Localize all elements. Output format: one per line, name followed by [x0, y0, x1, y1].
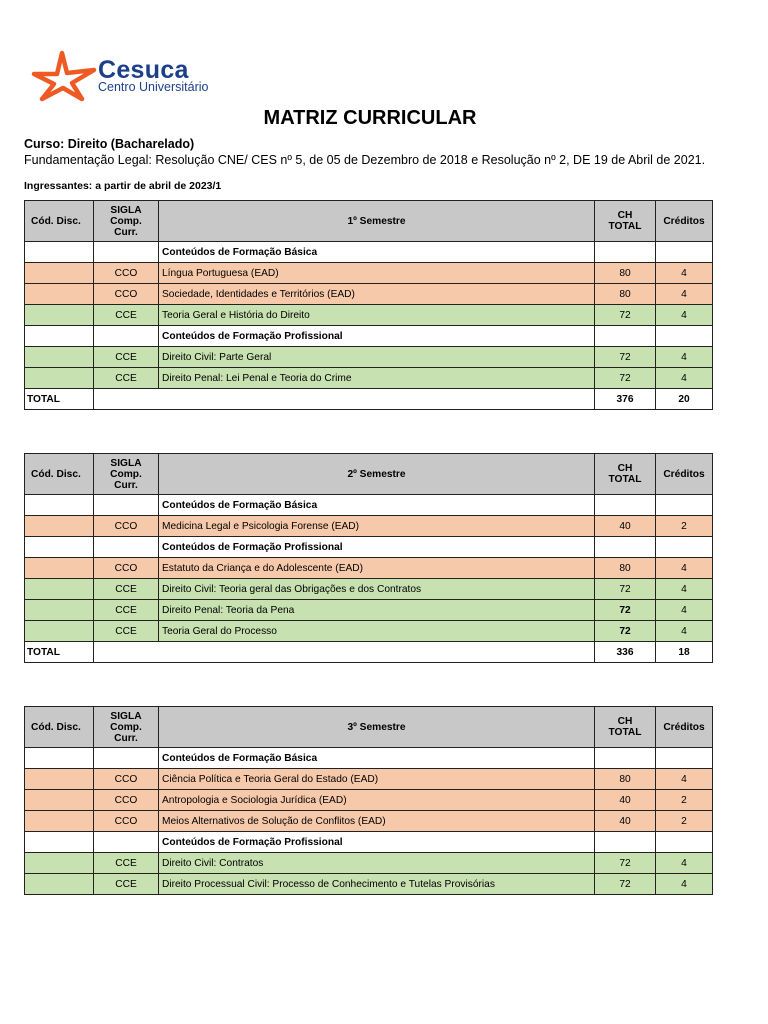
section-title: Conteúdos de Formação Profissional	[159, 537, 595, 558]
ch-total-cell: 72	[595, 600, 656, 621]
course-row	[25, 579, 713, 600]
section-title: Conteúdos de Formação Básica	[159, 242, 595, 263]
creditos-cell: 2	[656, 516, 713, 537]
section-row	[25, 537, 713, 558]
col-cod-disc: Cód. Disc.	[25, 454, 94, 495]
logo-subtitle: Centro Universitário	[98, 80, 209, 94]
discipline-name: Teoria Geral e História do Direito	[159, 305, 595, 326]
sigla-cell: CCE	[94, 305, 159, 326]
col-creditos: Créditos	[656, 454, 713, 495]
discipline-name: Ciência Política e Teoria Geral do Estado (EAD)	[159, 769, 595, 790]
cod-disc-cell	[25, 621, 94, 642]
course-row	[25, 621, 713, 642]
semester-title: 3º Semestre	[159, 707, 595, 748]
cod-disc-cell	[25, 368, 94, 389]
col-ch-total: CH TOTAL	[595, 201, 656, 242]
creditos-cell: 4	[656, 874, 713, 895]
total-label: TOTAL	[25, 642, 94, 663]
cesuca-logo	[30, 50, 230, 102]
creditos-cell: 4	[656, 305, 713, 326]
semester-2-table	[24, 453, 713, 663]
cod-disc-cell	[25, 579, 94, 600]
section-title: Conteúdos de Formação Básica	[159, 495, 595, 516]
ch-total-cell: 80	[595, 558, 656, 579]
sigla-cell: CCO	[94, 516, 159, 537]
sigla-cell: CCE	[94, 368, 159, 389]
cod-disc-cell	[25, 558, 94, 579]
ch-total-cell: 72	[595, 347, 656, 368]
cod-disc-cell	[25, 600, 94, 621]
col-cod-disc: Cód. Disc.	[25, 707, 94, 748]
creditos-cell: 4	[656, 600, 713, 621]
discipline-name: Estatuto da Criança e do Adolescente (EAD)	[159, 558, 595, 579]
ch-total-cell: 80	[595, 263, 656, 284]
sigla-cell: CCO	[94, 284, 159, 305]
ch-total-cell: 80	[595, 284, 656, 305]
discipline-name: Sociedade, Identidades e Territórios (EAD)	[159, 284, 595, 305]
sigla-cell: CCE	[94, 600, 159, 621]
col-sigla: SIGLA Comp. Curr.	[94, 707, 159, 748]
creditos-cell: 4	[656, 853, 713, 874]
creditos-cell: 2	[656, 811, 713, 832]
col-cod-disc: Cód. Disc.	[25, 201, 94, 242]
ch-total-cell: 40	[595, 811, 656, 832]
cod-disc-cell	[25, 284, 94, 305]
sigla-cell: CCE	[94, 579, 159, 600]
discipline-name: Direito Penal: Lei Penal e Teoria do Crime	[159, 368, 595, 389]
col-ch-total: CH TOTAL	[595, 707, 656, 748]
total-creditos: 18	[656, 642, 713, 663]
sigla-cell: CCO	[94, 769, 159, 790]
creditos-cell: 4	[656, 368, 713, 389]
cod-disc-cell	[25, 347, 94, 368]
page-title: MATRIZ CURRICULAR	[263, 107, 477, 129]
course-row	[25, 600, 713, 621]
discipline-name: Antropologia e Sociologia Jurídica (EAD)	[159, 790, 595, 811]
creditos-cell: 2	[656, 790, 713, 811]
cod-disc-cell	[25, 811, 94, 832]
discipline-name: Medicina Legal e Psicologia Forense (EAD)	[159, 516, 595, 537]
creditos-cell: 4	[656, 579, 713, 600]
sigla-cell: CCE	[94, 853, 159, 874]
discipline-name: Teoria Geral do Processo	[159, 621, 595, 642]
total-creditos: 20	[656, 389, 713, 410]
discipline-name: Direito Penal: Teoria da Pena	[159, 600, 595, 621]
section-title: Conteúdos de Formação Profissional	[159, 326, 595, 347]
col-creditos: Créditos	[656, 707, 713, 748]
course-row	[25, 516, 713, 537]
sigla-cell: CCO	[94, 811, 159, 832]
ch-total-cell: 72	[595, 368, 656, 389]
discipline-name: Direito Civil: Parte Geral	[159, 347, 595, 368]
section-row	[25, 495, 713, 516]
discipline-name: Direito Civil: Contratos	[159, 853, 595, 874]
course-row	[25, 284, 713, 305]
section-title: Conteúdos de Formação Profissional	[159, 832, 595, 853]
logo-name: Cesuca	[98, 56, 189, 84]
sigla-cell: CCE	[94, 621, 159, 642]
sigla-cell: CCE	[94, 874, 159, 895]
semester-title: 1º Semestre	[159, 201, 595, 242]
table-header-row	[25, 454, 713, 495]
ch-total-cell: 80	[595, 769, 656, 790]
course-row	[25, 263, 713, 284]
course-row	[25, 368, 713, 389]
total-label: TOTAL	[25, 389, 94, 410]
cod-disc-cell	[25, 790, 94, 811]
legal-basis: Fundamentação Legal: Resolução CNE/ CES nº 5, de 05 de Dezembro de 2018 e Resolução nº 2, DE 19 de Abril de 2021.	[24, 153, 706, 167]
total-row	[25, 642, 713, 663]
section-row	[25, 242, 713, 263]
course-row	[25, 790, 713, 811]
course-name: Curso: Direito (Bacharelado)	[24, 137, 195, 151]
creditos-cell: 4	[656, 284, 713, 305]
col-sigla: SIGLA Comp. Curr.	[94, 201, 159, 242]
creditos-cell: 4	[656, 769, 713, 790]
total-ch: 376	[595, 389, 656, 410]
discipline-name: Direito Processual Civil: Processo de Conhecimento e Tutelas Provisórias	[159, 874, 595, 895]
section-title: Conteúdos de Formação Básica	[159, 748, 595, 769]
semester-1-table	[24, 200, 713, 410]
creditos-cell: 4	[656, 263, 713, 284]
cod-disc-cell	[25, 305, 94, 326]
ch-total-cell: 72	[595, 621, 656, 642]
sigla-cell: CCO	[94, 790, 159, 811]
entrants-note: Ingressantes: a partir de abril de 2023/1	[24, 180, 222, 192]
cod-disc-cell	[25, 263, 94, 284]
cod-disc-cell	[25, 853, 94, 874]
semester-title: 2º Semestre	[159, 454, 595, 495]
creditos-cell: 4	[656, 558, 713, 579]
course-row	[25, 558, 713, 579]
col-ch-total: CH TOTAL	[595, 454, 656, 495]
creditos-cell: 4	[656, 621, 713, 642]
discipline-name: Meios Alternativos de Solução de Conflitos (EAD)	[159, 811, 595, 832]
table-header-row	[25, 707, 713, 748]
section-row	[25, 326, 713, 347]
cod-disc-cell	[25, 516, 94, 537]
course-row	[25, 853, 713, 874]
total-row	[25, 389, 713, 410]
col-sigla: SIGLA Comp. Curr.	[94, 454, 159, 495]
cod-disc-cell	[25, 769, 94, 790]
sigla-cell: CCO	[94, 263, 159, 284]
col-creditos: Créditos	[656, 201, 713, 242]
section-row	[25, 748, 713, 769]
section-row	[25, 832, 713, 853]
ch-total-cell: 72	[595, 579, 656, 600]
course-row	[25, 874, 713, 895]
course-row	[25, 305, 713, 326]
ch-total-cell: 72	[595, 305, 656, 326]
ch-total-cell: 72	[595, 874, 656, 895]
discipline-name: Língua Portuguesa (EAD)	[159, 263, 595, 284]
sigla-cell: CCE	[94, 347, 159, 368]
sigla-cell: CCO	[94, 558, 159, 579]
total-ch: 336	[595, 642, 656, 663]
ch-total-cell: 40	[595, 790, 656, 811]
discipline-name: Direito Civil: Teoria geral das Obrigações e dos Contratos	[159, 579, 595, 600]
cod-disc-cell	[25, 874, 94, 895]
course-row	[25, 811, 713, 832]
ch-total-cell: 40	[595, 516, 656, 537]
ch-total-cell: 72	[595, 853, 656, 874]
course-row	[25, 347, 713, 368]
semester-3-table	[24, 706, 713, 895]
creditos-cell: 4	[656, 347, 713, 368]
course-row	[25, 769, 713, 790]
star-logo-icon	[30, 50, 100, 102]
table-header-row	[25, 201, 713, 242]
